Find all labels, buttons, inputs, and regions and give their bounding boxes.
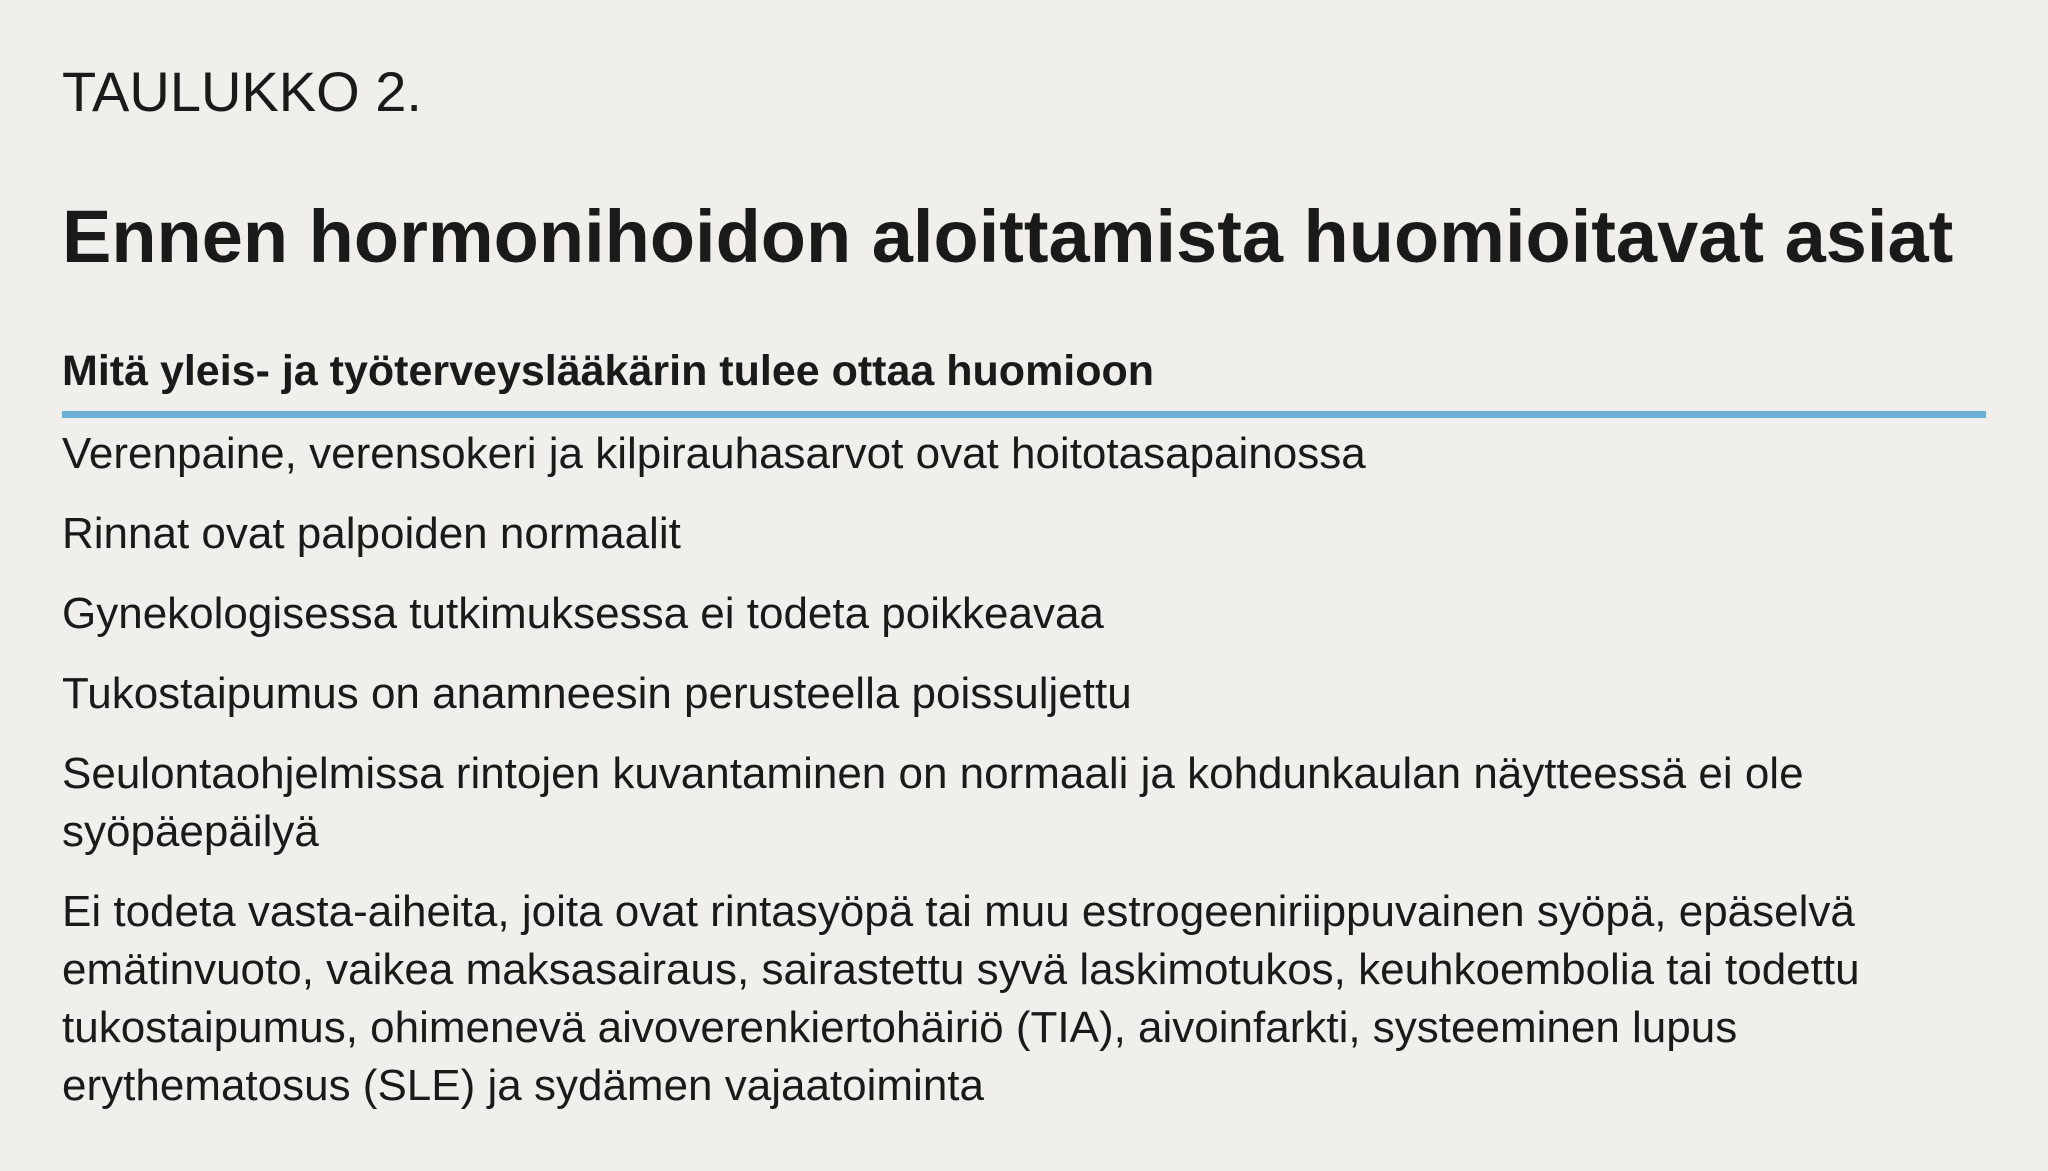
table-row: Tukostaipumus on anamneesin perusteella poissuljettu <box>62 669 1132 718</box>
table-row: Rinnat ovat palpoiden normaalit <box>62 509 681 558</box>
table-row: Ei todeta vasta-aiheita, joita ovat rintasyöpä tai muu estrogeeniriippuvainen syöpä, epäselvä emätinvuoto, vaikea maksasairaus, sairastettu syvä laskimotukos, keuhkoembolia tai todettu tukostaipumus, ohimenevä aivoverenkiertohäiriö (TIA), aivoinfarkti, systeeminen lupus erythematosus (SLE) ja sydämen vajaatoiminta <box>62 887 1860 1110</box>
table-row: Seulontaohjelmissa rintojen kuvantaminen on normaali ja kohdunkaulan näytteessä ei ole syöpäepäilyä <box>62 749 1804 856</box>
table-title: Ennen hormonihoidon aloittamista huomioitavat asiat <box>62 195 1954 278</box>
table-row: Verenpaine, verensokeri ja kilpirauhasarvot ovat hoitotasapainossa <box>62 429 1366 478</box>
table-number-label: TAULUKKO 2. <box>62 60 422 123</box>
table-row: Gynekologisessa tutkimuksessa ei todeta poikkeavaa <box>62 589 1104 638</box>
table-body <box>62 425 1978 1115</box>
column-header: Mitä yleis- ja työterveyslääkärin tulee ottaa huomioon <box>62 341 1986 418</box>
